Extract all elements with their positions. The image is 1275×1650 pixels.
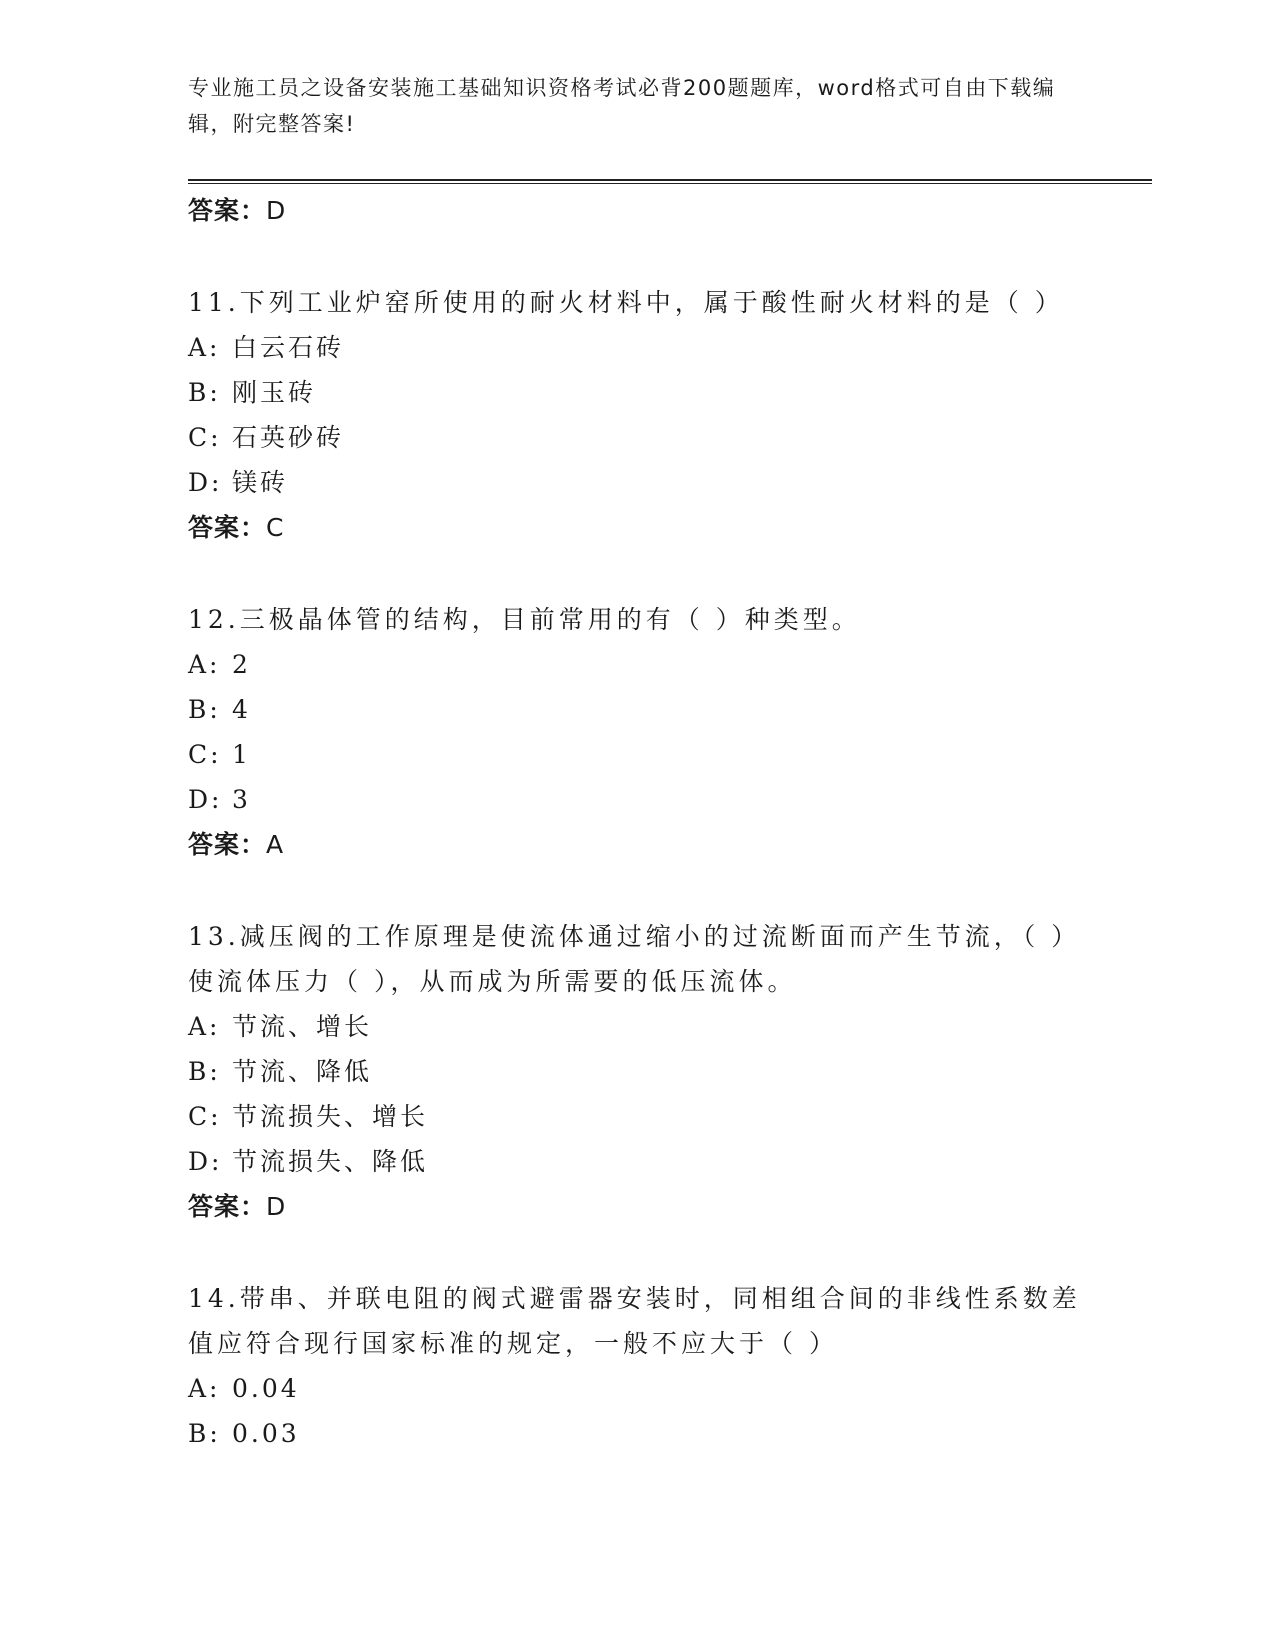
- question-14: [188, 1276, 1088, 1456]
- option-key: C:: [188, 1102, 222, 1131]
- question-13: [188, 914, 1088, 1229]
- option-key: C:: [188, 740, 222, 769]
- header-divider: [188, 179, 1152, 184]
- option-d: [188, 1139, 1088, 1184]
- answer-line: [188, 822, 1088, 867]
- option-text: 节流损失、增长: [232, 1102, 429, 1131]
- question-text: 13.减压阀的工作原理是使流体通过缩小的过流断面而产生节流，（ ）使流体压力（ ），从而成为所需要的低压流体。: [188, 922, 1081, 996]
- option-b: [188, 1411, 1088, 1456]
- answer-value: D: [266, 196, 287, 225]
- option-d: [188, 777, 1088, 822]
- option-a: [188, 325, 1088, 370]
- option-text: 3: [232, 785, 251, 814]
- answer-line: [188, 505, 1088, 550]
- answer-label: 答案：: [188, 1192, 267, 1221]
- answer-value: C: [266, 513, 285, 542]
- option-key: D:: [188, 468, 223, 497]
- option-key: D:: [188, 1147, 223, 1176]
- option-text: 0.04: [232, 1374, 300, 1403]
- option-text: 节流、增长: [232, 1012, 373, 1041]
- option-d: [188, 460, 1088, 505]
- option-b: [188, 370, 1088, 415]
- question-text: 14.带串、并联电阻的阀式避雷器安装时，同相组合间的非线性系数差值应符合现行国家标准的规定，一般不应大于（ ）: [188, 1284, 1081, 1358]
- option-b: [188, 1049, 1088, 1094]
- option-a: [188, 1366, 1088, 1411]
- option-key: A:: [188, 333, 221, 362]
- answer-label: 答案：: [188, 513, 267, 542]
- option-text: 节流、降低: [232, 1057, 373, 1086]
- option-a: [188, 1004, 1088, 1049]
- option-key: B:: [188, 1057, 221, 1086]
- question-12: [188, 597, 1088, 867]
- option-b: [188, 687, 1088, 732]
- option-key: A:: [188, 1012, 221, 1041]
- option-text: 0.03: [232, 1419, 300, 1448]
- option-key: B:: [188, 1419, 221, 1448]
- answer-label: 答案：: [188, 830, 267, 859]
- option-text: 镁砖: [232, 468, 289, 497]
- option-key: C:: [188, 423, 222, 452]
- option-c: [188, 1094, 1088, 1139]
- option-text: 1: [232, 740, 251, 769]
- option-text: 石英砂砖: [232, 423, 345, 452]
- option-text: 白云石砖: [232, 333, 345, 362]
- answer-label: 答案：: [188, 196, 267, 225]
- answer-value: D: [266, 1192, 287, 1221]
- option-text: 4: [232, 695, 251, 724]
- document-header: 专业施工员之设备安装施工基础知识资格考试必背200题题库，word格式可自由下载编辑，附完整答案!: [188, 76, 1056, 136]
- option-text: 节流损失、降低: [232, 1147, 429, 1176]
- option-c: [188, 415, 1088, 460]
- option-text: 2: [232, 650, 251, 679]
- option-text: 刚玉砖: [232, 378, 317, 407]
- question-11: [188, 280, 1088, 550]
- option-key: B:: [188, 378, 221, 407]
- answer-line: [188, 188, 1088, 233]
- document-body: [188, 188, 1088, 1456]
- question-text: 11.下列工业炉窑所使用的耐火材料中，属于酸性耐火材料的是（ ）: [188, 288, 1064, 317]
- option-key: D:: [188, 785, 223, 814]
- option-a: [188, 642, 1088, 687]
- answer-line: [188, 1184, 1088, 1229]
- option-key: A:: [188, 650, 221, 679]
- question-text: 12.三极晶体管的结构，目前常用的有（ ）种类型。: [188, 605, 861, 634]
- option-c: [188, 732, 1088, 777]
- option-key: B:: [188, 695, 221, 724]
- answer-value: A: [266, 830, 285, 859]
- option-key: A:: [188, 1374, 221, 1403]
